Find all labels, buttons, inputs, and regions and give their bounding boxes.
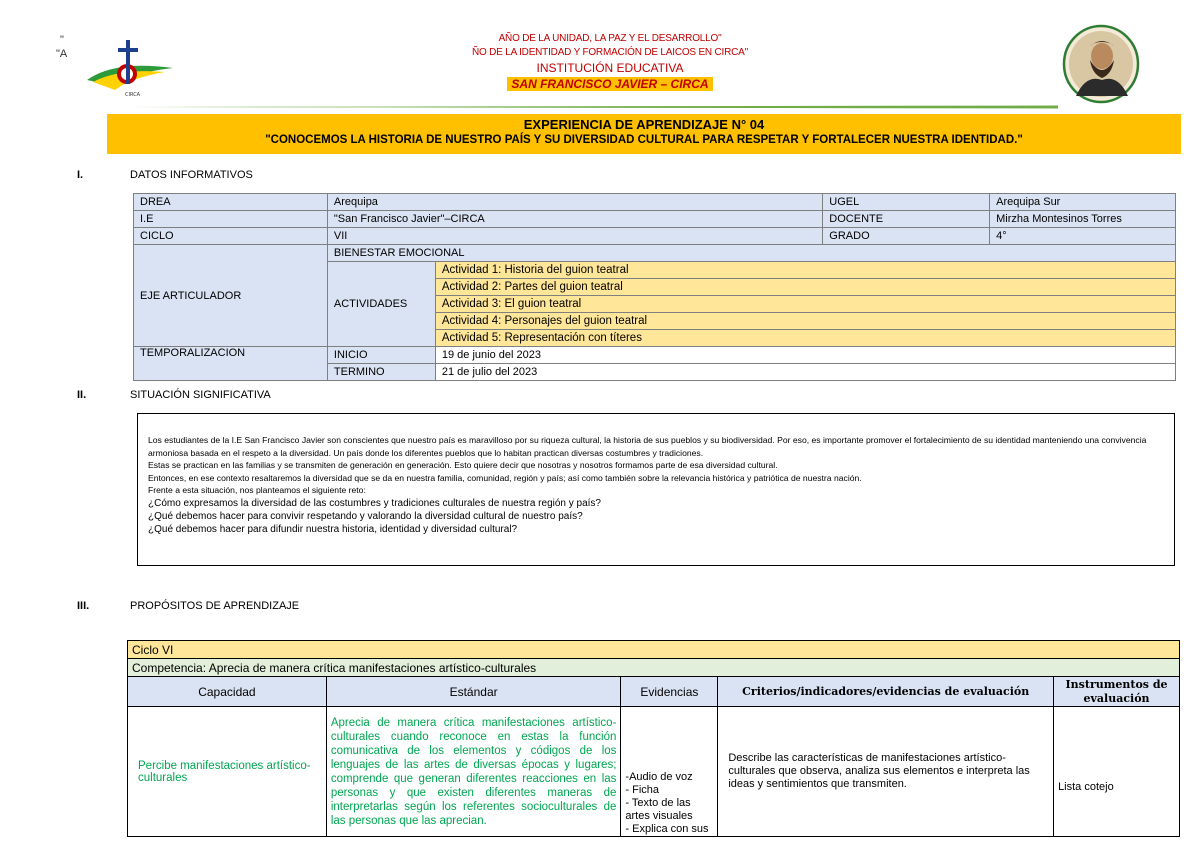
ugel-label: UGEL [823,194,990,211]
table-row [134,347,1176,364]
reto-question-3: ¿Qué debemos hacer para difundir nuestra historia, identidad y diversidad cultural? [148,523,518,535]
temporalizacion-label: TEMPORALIZACION [134,347,328,381]
propositos-table [127,640,1180,837]
drea-value: Arequipa [327,194,822,211]
header-divider [128,104,1058,110]
header-evidencias: Evidencias [621,677,718,707]
header-line-2: ÑO DE LA IDENTIDAD Y FORMACIÓN DE LAICOS EN CIRCA" [471,47,748,58]
evidencia-4: - Explica con sus [625,823,709,835]
header-institution: INSTITUCIÓN EDUCATIVA [536,61,684,75]
docente-value: Mirzha Montesinos Torres [990,211,1176,228]
table-row [128,641,1180,659]
experience-title: EXPERIENCIA DE APRENDIZAJE N° 04 [523,117,765,132]
ie-value: "San Francisco Javier"–CIRCA [327,211,822,228]
saint-portrait-icon [1062,24,1140,104]
situacion-paragraph-3: Entonces, en ese contexto resaltaremos la diversidad que se da en nuestra familia, comunidad, región y país; así como también sobre la relevancia histórica y patriótica de nuestra nación. [148,472,862,483]
experience-subtitle: "CONOCEMOS LA HISTORIA DE NUESTRO PAÍS Y SU DIVERSIDAD CULTURAL PARA RESPETAR Y FORTALECER NUESTRA IDENTIDAD." [265,134,1023,146]
inicio-label: INICIO [327,347,435,364]
quote-mark-1: " [60,34,64,46]
evidencia-2: - Ficha [625,784,660,796]
evidencia-1: -Audio de voz [625,771,693,783]
eje-articulador-value: BIENESTAR EMOCIONAL [327,245,1175,262]
quote-mark-2: "A [56,48,68,60]
section-2-title: SITUACIÓN SIGNIFICATIVA [130,389,271,401]
section-1-number: I. [77,169,84,181]
ie-label: I.E [134,211,328,228]
table-row [128,707,1180,837]
evidencia-3: - Texto de las artes visuales [625,797,693,822]
eje-articulador-label: EJE ARTICULADOR [134,245,328,347]
section-2-number: II. [77,389,87,401]
actividades-label: ACTIVIDADES [327,262,435,347]
situacion-significativa-box [137,413,1175,566]
school-logo-icon [85,38,175,98]
activity-4: Actividad 4: Personajes del guion teatral [435,313,1175,330]
activity-2: Actividad 2: Partes del guion teatral [435,279,1175,296]
situacion-paragraph-4: Frente a esta situación, nos planteamos el siguiente reto: [148,485,366,495]
termino-value: 21 de julio del 2023 [435,364,1175,381]
ciclo-value: VII [327,228,822,245]
inicio-value: 19 de junio del 2023 [435,347,1175,364]
section-3-number: III. [77,600,90,612]
table-row [134,211,1176,228]
situacion-paragraph-1: Los estudiantes de la I.E San Francisco Javier son conscientes que nuestro país es maravilloso por su riqueza cultural, la historia de sus pueblos y su biodiversidad. Por eso, es importante promover el fortalecimiento de su identidad manteniendo una convivencia armoniosa basada en el respeto a la diversidad. Un país donde los diferentes pueblos que lo habitan practican diversas costumbres y tradiciones. [148,435,1147,458]
table-row [134,194,1176,211]
header-school-name: SAN FRANCISCO JAVIER – CIRCA [507,77,712,91]
activity-5: Actividad 5: Representación con títeres [435,330,1175,347]
drea-label: DREA [134,194,328,211]
table-row [128,677,1180,707]
termino-label: TERMINO [327,364,435,381]
section-1-title: DATOS INFORMATIVOS [130,169,253,181]
evidencias-cell [621,707,718,837]
instrumento-cell: Lista cotejo [1054,707,1180,837]
table-row [134,245,1176,262]
title-banner [107,114,1181,154]
header-capacidad: Capacidad [128,677,327,707]
ciclo-row: Ciclo VI [128,641,1180,659]
header-titles [380,32,840,92]
ciclo-label: CICLO [134,228,328,245]
reto-question-2: ¿Qué debemos hacer para convivir respetando y valorando la diversidad cultural de nuestro país? [148,510,583,522]
header-estandar: Estándar [326,677,621,707]
estandar-cell: Aprecia de manera crítica manifestaciones artístico-culturales cuando reconoce en estas la función comunicativa de los elementos y códigos de los lenguajes de las artes de diversas épocas y lugares; comprende que generan diferentes reacciones en las personas y que existen diferentes maneras de interpretarlas según los referentes socioculturales de las personas que las aprecian. [326,707,621,837]
datos-informativos-table [133,193,1176,381]
docente-label: DOCENTE [823,211,990,228]
header-criterios: Criterios/indicadores/evidencias de evaluación [718,677,1054,707]
header-line-1: AÑO DE LA UNIDAD, LA PAZ Y EL DESARROLLO" [498,33,722,44]
situacion-paragraph-2: Estas se practican en las familias y se transmiten de generación en generación. Esto quiere decir que nosotras y nosotros formamos parte de esa diversidad cultural. [148,460,778,470]
logo-text: CIRCA [125,92,141,98]
header-quote-marks [56,33,67,61]
ugel-value: Arequipa Sur [990,194,1176,211]
activity-3: Actividad 3: El guion teatral [435,296,1175,313]
header-instrumentos: Instrumentos de evaluación [1054,677,1180,707]
table-row [134,228,1176,245]
table-row [128,659,1180,677]
criterios-cell: Describe las características de manifestaciones artístico-culturales que observa, analiza sus elementos e interpreta las ideas y sentimientos que transmiten. [718,707,1054,837]
grado-value: 4° [990,228,1176,245]
section-3-title: PROPÓSITOS DE APRENDIZAJE [130,600,300,612]
capacidad-cell: Percibe manifestaciones artístico-culturales [128,707,327,837]
competencia-row: Competencia: Aprecia de manera crítica manifestaciones artístico-culturales [128,659,1180,677]
reto-question-1: ¿Cómo expresamos la diversidad de las costumbres y tradiciones culturales de nuestra región y país? [148,497,601,509]
grado-label: GRADO [823,228,990,245]
activity-1: Actividad 1: Historia del guion teatral [435,262,1175,279]
